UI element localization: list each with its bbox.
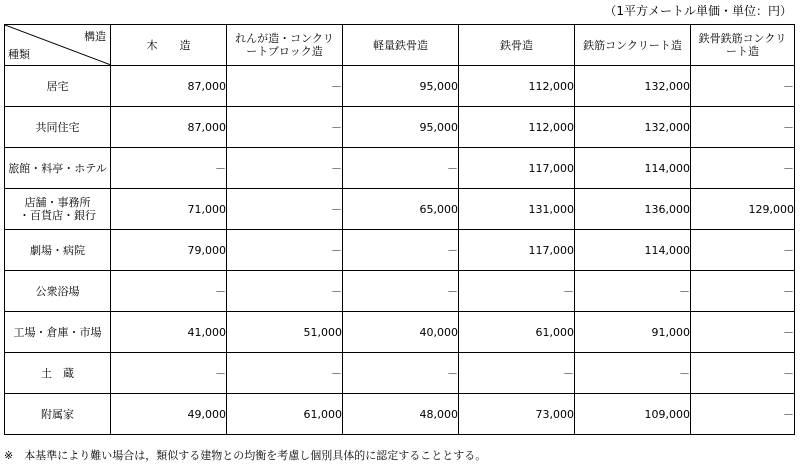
col-header-rc: 鉄筋コンクリート造 (575, 25, 691, 66)
price-table (4, 24, 795, 435)
table-cell: － (691, 394, 795, 435)
row-header-line: 店舗・事務所 (24, 196, 91, 209)
table-cell: － (691, 230, 795, 271)
row-header: 劇場・病院 (5, 230, 111, 271)
col-header-src: 鉄骨鉄筋コンクリート造 (691, 25, 795, 66)
table-row (5, 148, 795, 189)
table-cell: 71,000 (111, 189, 227, 230)
table-cell: 65,000 (343, 189, 459, 230)
table-cell: － (227, 148, 343, 189)
row-header: 土 蔵 (5, 353, 111, 394)
table-cell: 41,000 (111, 312, 227, 353)
table-cell: － (227, 66, 343, 107)
table-cell: － (227, 271, 343, 312)
table-cell: － (111, 271, 227, 312)
table-cell: － (111, 148, 227, 189)
table-cell: － (575, 271, 691, 312)
table-cell: 132,000 (575, 66, 691, 107)
table-cell: － (343, 271, 459, 312)
table-cell: 51,000 (227, 312, 343, 353)
table-cell: 87,000 (111, 107, 227, 148)
table-cell: － (691, 107, 795, 148)
row-header: 工場・倉庫・市場 (5, 312, 111, 353)
row-header: 旅館・料亭・ホテル (5, 148, 111, 189)
table-row (5, 394, 795, 435)
row-header-line: ・百貨店・銀行 (19, 209, 96, 222)
table-cell: － (227, 353, 343, 394)
table-cell: 112,000 (459, 66, 575, 107)
table-cell: 117,000 (459, 148, 575, 189)
table-cell: － (227, 230, 343, 271)
table-row (5, 107, 795, 148)
table-cell: 40,000 (343, 312, 459, 353)
corner-cell (5, 25, 111, 66)
table-row (5, 312, 795, 353)
table-cell: － (343, 230, 459, 271)
table-cell: － (227, 189, 343, 230)
header-row (5, 25, 795, 66)
table-cell: 109,000 (575, 394, 691, 435)
table-cell: 91,000 (575, 312, 691, 353)
table-cell: 129,000 (691, 189, 795, 230)
table-cell: 132,000 (575, 107, 691, 148)
table-cell: － (111, 353, 227, 394)
table-cell: 73,000 (459, 394, 575, 435)
table-cell: 49,000 (111, 394, 227, 435)
table-cell: － (575, 353, 691, 394)
table-cell: 61,000 (227, 394, 343, 435)
footnote: ※ 本基準により難い場合は，類似する建物との均衡を考慮し個別具体的に認定することとする。 (4, 449, 487, 462)
col-header-brick-block: れんが造・コンクリートブロック造 (227, 25, 343, 66)
row-header: 居宅 (5, 66, 111, 107)
table-cell: － (691, 66, 795, 107)
table-cell: 48,000 (343, 394, 459, 435)
table-cell: － (691, 353, 795, 394)
table-cell: 95,000 (343, 107, 459, 148)
row-header: 共同住宅 (5, 107, 111, 148)
table-cell: － (459, 271, 575, 312)
table-cell: － (691, 271, 795, 312)
row-header: 附属家 (5, 394, 111, 435)
table-row (5, 353, 795, 394)
table-cell: － (691, 148, 795, 189)
table-cell: 117,000 (459, 230, 575, 271)
table-row (5, 271, 795, 312)
col-header-light-steel: 軽量鉄骨造 (343, 25, 459, 66)
table-cell: 112,000 (459, 107, 575, 148)
table-cell: － (459, 353, 575, 394)
corner-structure-label: 構造 (84, 30, 106, 43)
table-row (5, 66, 795, 107)
col-header-wood: 木 造 (111, 25, 227, 66)
table-cell: － (227, 107, 343, 148)
table-cell: 95,000 (343, 66, 459, 107)
row-header: 公衆浴場 (5, 271, 111, 312)
table-cell: － (691, 312, 795, 353)
corner-type-label: 種類 (8, 48, 30, 61)
table-row (5, 230, 795, 271)
table-cell: 136,000 (575, 189, 691, 230)
table-cell: － (343, 353, 459, 394)
table-cell: 131,000 (459, 189, 575, 230)
table-cell: 114,000 (575, 230, 691, 271)
unit-note: （1平方メートル単価・単位：円） (604, 4, 792, 18)
table-cell: 114,000 (575, 148, 691, 189)
table-cell: 79,000 (111, 230, 227, 271)
table-cell: 61,000 (459, 312, 575, 353)
col-header-steel: 鉄骨造 (459, 25, 575, 66)
table-cell: － (343, 148, 459, 189)
table-row (5, 189, 795, 230)
table-cell: 87,000 (111, 66, 227, 107)
row-header (5, 189, 111, 230)
